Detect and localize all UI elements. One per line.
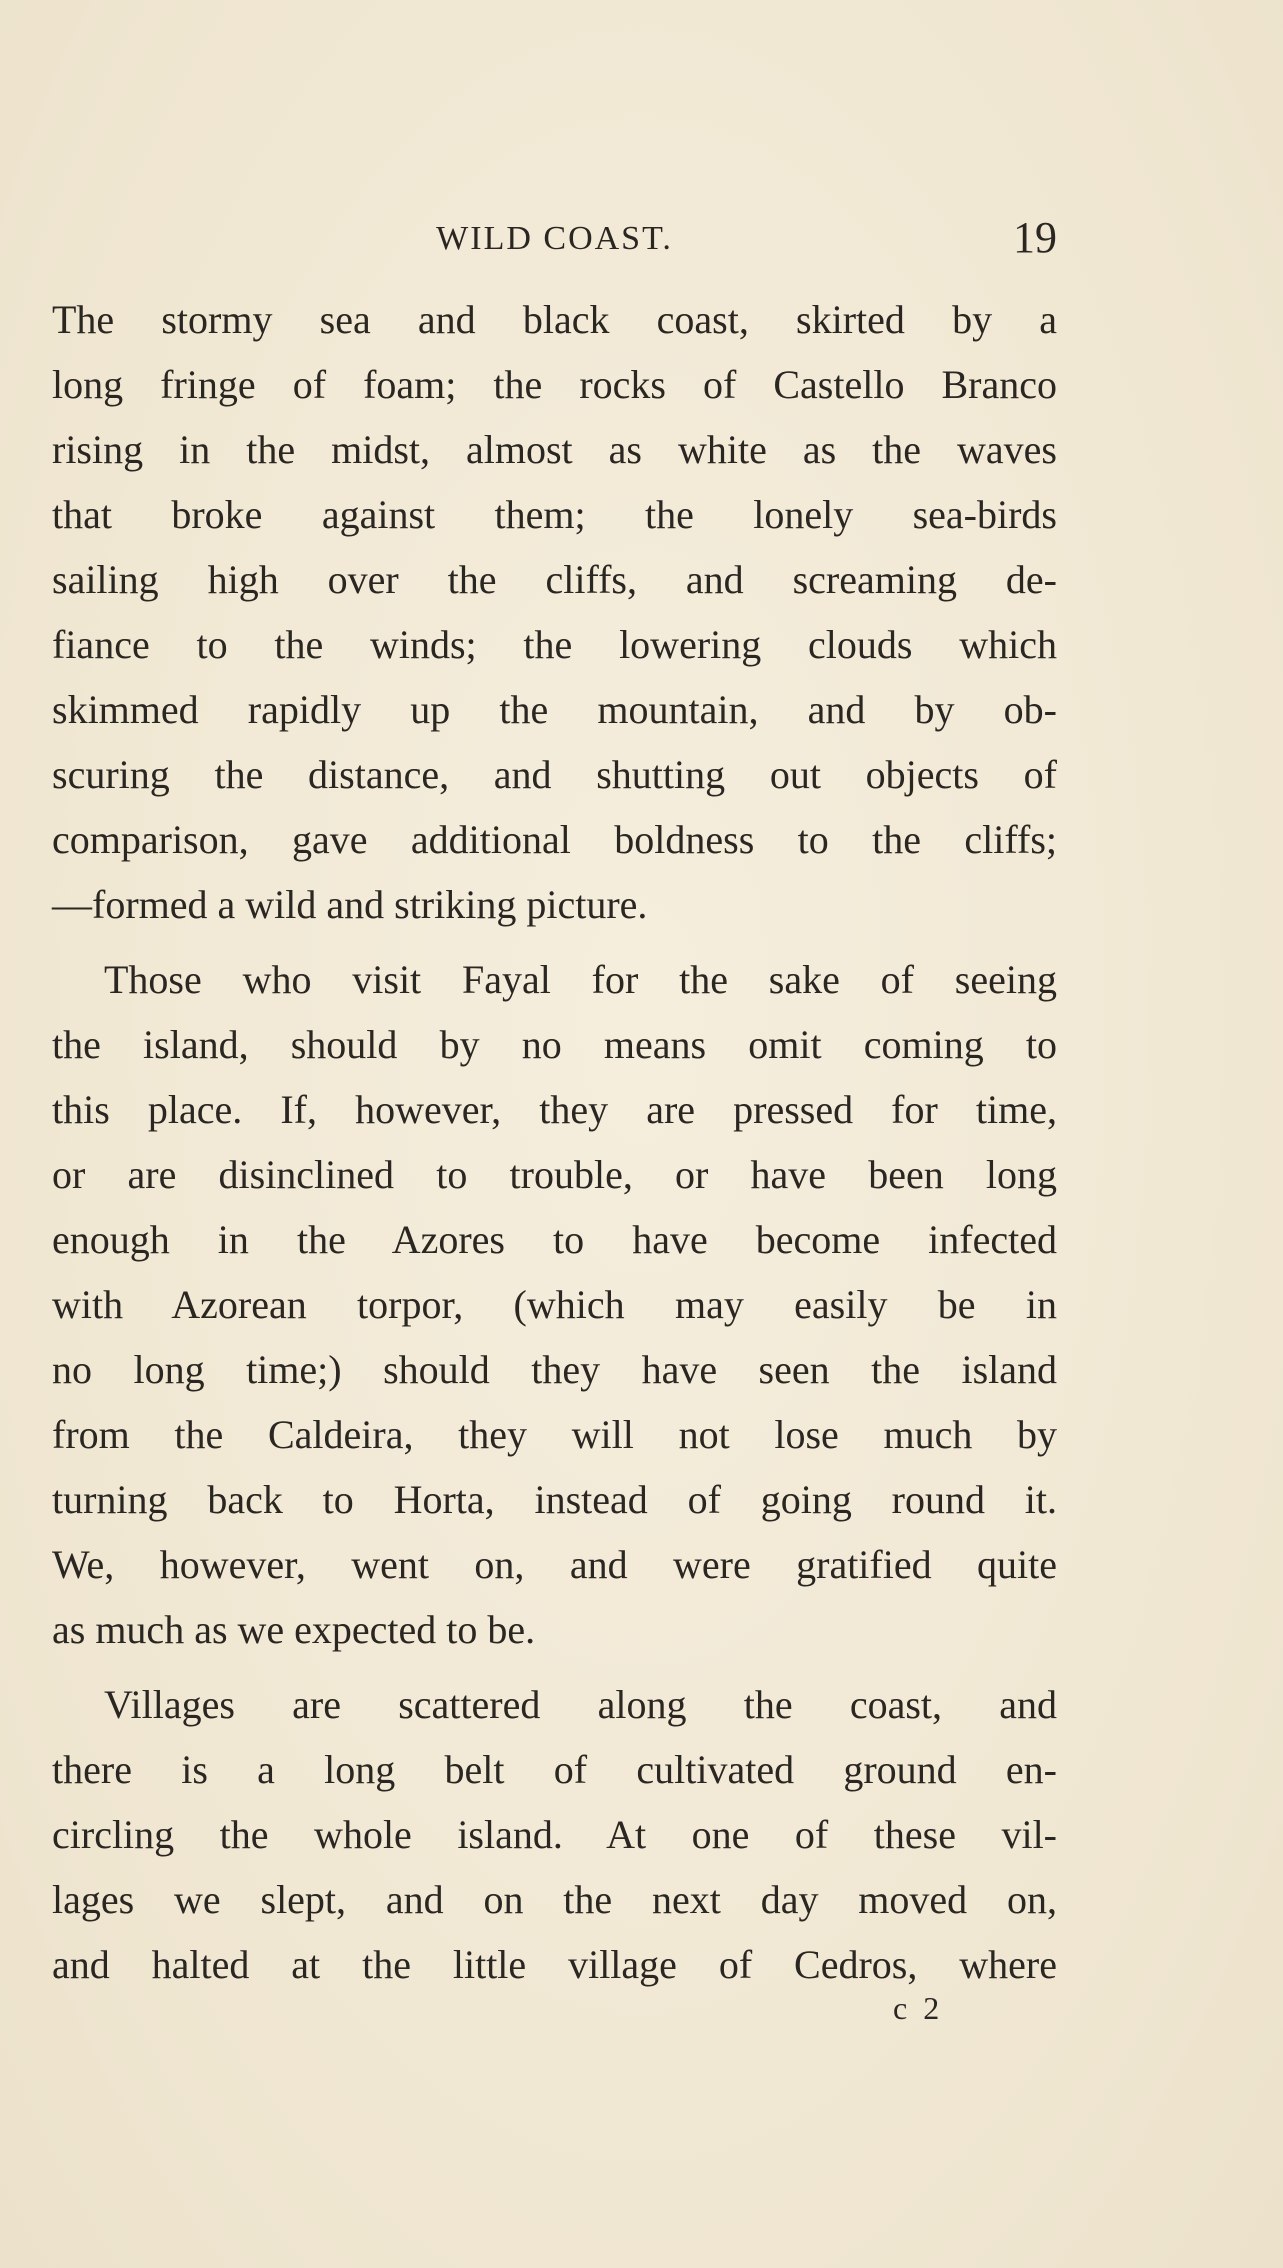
text-line: and halted at the little village of Cedros, where: [52, 1942, 1057, 1987]
text-line: long fringe of foam; the rocks of Castello Branco: [52, 362, 1057, 407]
text-line: there is a long belt of cultivated ground en-: [52, 1747, 1057, 1792]
text-line: with Azorean torpor, (which may easily be in: [52, 1282, 1057, 1327]
signature-mark: c 2: [893, 1990, 944, 2026]
text-line: skimmed rapidly up the mountain, and by ob-: [52, 687, 1057, 732]
text-line: or are disinclined to trouble, or have been long: [52, 1152, 1057, 1197]
text-line: Those who visit Fayal for the sake of seeing: [104, 957, 1057, 1002]
page-number: 19: [1013, 213, 1057, 262]
text-line: sailing high over the cliffs, and screaming de-: [52, 557, 1057, 602]
running-head: WILD COAST.: [436, 220, 673, 257]
text-line: lages we slept, and on the next day moved on,: [52, 1877, 1057, 1922]
text-line: We, however, went on, and were gratified quite: [52, 1542, 1057, 1587]
text-line: no long time;) should they have seen the island: [52, 1347, 1057, 1392]
text-line: Villages are scattered along the coast, and: [104, 1682, 1057, 1727]
text-line: as much as we expected to be.: [52, 1607, 536, 1652]
text-line: from the Caldeira, they will not lose much by: [52, 1412, 1057, 1457]
text-line: circling the whole island. At one of these vil-: [52, 1812, 1057, 1857]
text-line: scuring the distance, and shutting out objects of: [52, 752, 1057, 797]
text-line: turning back to Horta, instead of going round it.: [52, 1477, 1057, 1522]
text-line: that broke against them; the lonely sea-birds: [52, 492, 1057, 537]
text-line: comparison, gave additional boldness to the cliffs;: [52, 817, 1057, 862]
text-line: the island, should by no means omit coming to: [52, 1022, 1057, 1067]
text-line: enough in the Azores to have become infected: [52, 1217, 1057, 1262]
text-line: rising in the midst, almost as white as the waves: [52, 427, 1057, 472]
text-line: —formed a wild and striking picture.: [52, 882, 648, 927]
page-header: [52, 210, 1057, 260]
text-line: The stormy sea and black coast, skirted by a: [52, 297, 1057, 342]
text-line: fiance to the winds; the lowering clouds which: [52, 622, 1057, 667]
text-line: this place. If, however, they are pressed for time,: [52, 1087, 1057, 1132]
